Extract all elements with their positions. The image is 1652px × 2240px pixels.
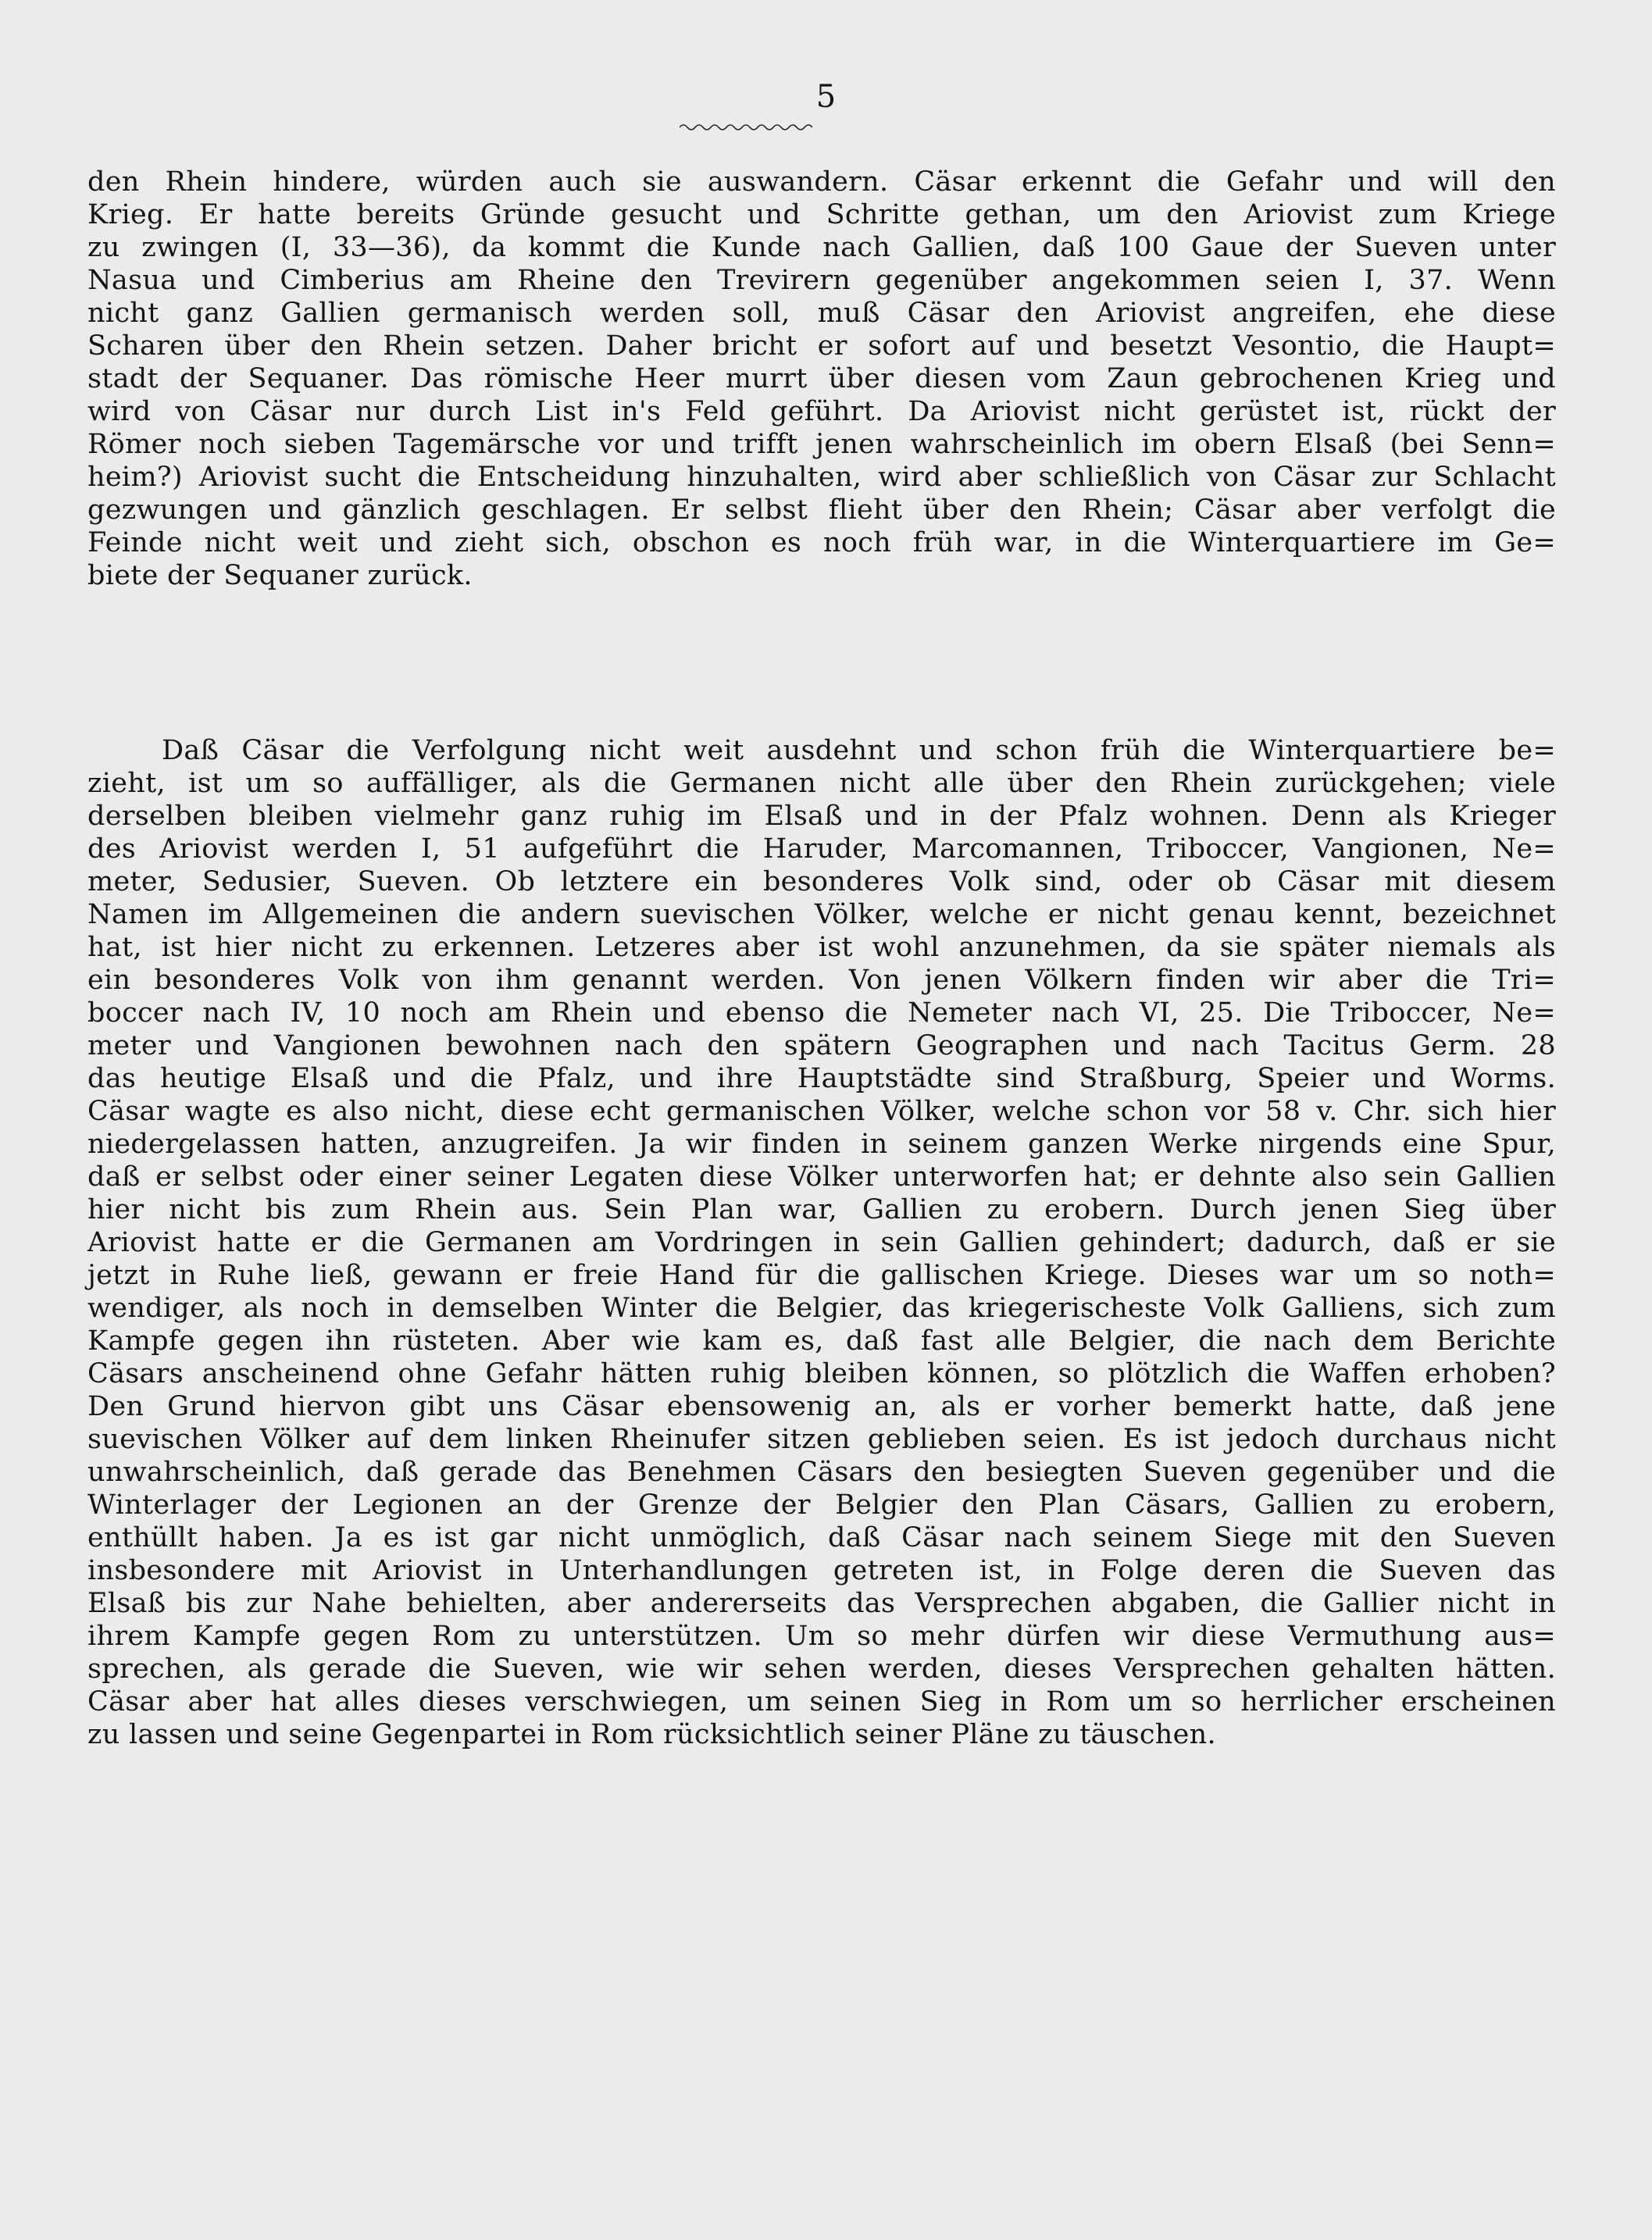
text-line: enthüllt haben. Ja es ist gar nicht unmöglich, daß Cäsar nach seinem Siege mit den Sueven <box>87 1522 1556 1553</box>
text-line: Kampfe gegen ihn rüsteten. Aber wie kam es, daß fast alle Belgier, die nach dem Berichte <box>87 1325 1556 1357</box>
paragraph-1 <box>87 166 1556 592</box>
text-line: Ariovist hatte er die Germanen am Vordringen in sein Gallien gehindert; dadurch, daß er sie <box>87 1227 1556 1258</box>
text-line: Cäsar aber hat alles dieses verschwiegen, um seinen Sieg in Rom um so herrlicher erscheinen <box>87 1686 1556 1717</box>
text-line: Namen im Allgemeinen die andern suevischen Völker, welche er nicht genau kennt, bezeichnet <box>87 899 1556 930</box>
text-line: boccer nach IV, 10 noch am Rhein und ebenso die Nemeter nach VI, 25. Die Triboccer, Ne= <box>87 997 1556 1029</box>
page-number: 5 <box>815 79 837 115</box>
text-line: Krieg. Er hatte bereits Gründe gesucht und Schritte gethan, um den Ariovist zum Kriege <box>87 199 1556 230</box>
text-line: meter und Vangionen bewohnen nach den spätern Geographen und nach Tacitus Germ. 28 <box>87 1030 1556 1061</box>
text-line: Cäsar wagte es also nicht, diese echt germanischen Völker, welche schon vor 58 v. Chr. sich hier <box>87 1096 1556 1127</box>
text-line: meter, Sedusier, Sueven. Ob letztere ein besonderes Volk sind, oder ob Cäsar mit diesem <box>87 866 1556 897</box>
wavy-rule-ornament <box>680 122 812 133</box>
text-line: Den Grund hiervon gibt uns Cäsar ebensowenig an, als er vorher bemerkt hatte, daß jene <box>87 1391 1556 1422</box>
text-line: Elsaß bis zur Nahe behielten, aber andererseits das Versprechen abgaben, die Gallier nicht in <box>87 1588 1556 1619</box>
text-line: Cäsars anscheinend ohne Gefahr hätten ruhig bleiben können, so plötzlich die Waffen erhoben? <box>87 1358 1556 1389</box>
text-line: stadt der Sequaner. Das römische Heer murrt über diesen vom Zaun gebrochenen Krieg und <box>87 363 1556 394</box>
text-line: nicht ganz Gallien germanisch werden soll, muß Cäsar den Ariovist angreifen, ehe diese <box>87 298 1556 329</box>
text-line: hier nicht bis zum Rhein aus. Sein Plan war, Gallien zu erobern. Durch jenen Sieg über <box>87 1194 1556 1225</box>
text-line: heim?) Ariovist sucht die Entscheidung hinzuhalten, wird aber schließlich von Cäsar zur Schlacht <box>87 462 1556 493</box>
text-line: zu lassen und seine Gegenpartei in Rom rücksichtlich seiner Pläne zu täuschen. <box>87 1719 1216 1750</box>
text-line: sprechen, als gerade die Sueven, wie wir sehen werden, dieses Versprechen gehalten hätten. <box>87 1653 1556 1685</box>
text-line: jetzt in Ruhe ließ, gewann er freie Hand für die gallischen Kriege. Dieses war um so noth= <box>87 1260 1556 1291</box>
text-line: Daß Cäsar die Verfolgung nicht weit ausdehnt und schon früh die Winterquartiere be= <box>162 735 1556 766</box>
text-line: zieht, ist um so auffälliger, als die Germanen nicht alle über den Rhein zurückgehen; viele <box>87 768 1556 799</box>
text-line: unwahrscheinlich, daß gerade das Benehmen Cäsars den besiegten Sueven gegenüber und die <box>87 1457 1556 1488</box>
text-line: zu zwingen (I, 33—36), da kommt die Kunde nach Gallien, daß 100 Gaue der Sueven unter <box>87 232 1556 263</box>
text-line: insbesondere mit Ariovist in Unterhandlungen getreten ist, in Folge deren die Sueven das <box>87 1555 1556 1586</box>
text-line: derselben bleiben vielmehr ganz ruhig im Elsaß und in der Pfalz wohnen. Denn als Krieger <box>87 801 1556 832</box>
text-line: Nasua und Cimberius am Rheine den Trevirern gegenüber angekommen seien I, 37. Wenn <box>87 265 1556 296</box>
text-line: wendiger, als noch in demselben Winter die Belgier, das kriegerischeste Volk Galliens, sich zum <box>87 1293 1556 1324</box>
text-line: ein besonderes Volk von ihm genannt werden. Von jenen Völkern finden wir aber die Tri= <box>87 965 1556 996</box>
text-line: wird von Cäsar nur durch List in's Feld geführt. Da Ariovist nicht gerüstet ist, rückt der <box>87 396 1556 427</box>
text-line: hat, ist hier nicht zu erkennen. Letzeres aber ist wohl anzunehmen, da sie später niemals als <box>87 932 1556 963</box>
text-line: daß er selbst oder einer seiner Legaten diese Völker unterworfen hat; er dehnte also sein Gallien <box>87 1161 1556 1193</box>
text-line: Scharen über den Rhein setzen. Daher bricht er sofort auf und besetzt Vesontio, die Haupt= <box>87 330 1556 362</box>
text-line: gezwungen und gänzlich geschlagen. Er selbst flieht über den Rhein; Cäsar aber verfolgt die <box>87 494 1556 526</box>
text-line: des Ariovist werden I, 51 aufgeführt die Haruder, Marcomannen, Triboccer, Vangionen, Ne= <box>87 833 1556 865</box>
text-line: Römer noch sieben Tagemärsche vor und trifft jenen wahrscheinlich im obern Elsaß (bei Senn= <box>87 429 1556 460</box>
text-line: Winterlager der Legionen an der Grenze der Belgier den Plan Cäsars, Gallien zu erobern, <box>87 1489 1556 1521</box>
text-line: biete der Sequaner zurück. <box>87 560 473 591</box>
text-line: niedergelassen hatten, anzugreifen. Ja wir finden in seinem ganzen Werke nirgends eine Spur, <box>87 1129 1556 1160</box>
text-line: suevischen Völker auf dem linken Rheinufer sitzen geblieben seien. Es ist jedoch durchaus nicht <box>87 1424 1556 1455</box>
text-line: das heutige Elsaß und die Pfalz, und ihre Hauptstädte sind Straßburg, Speier und Worms. <box>87 1063 1556 1094</box>
paragraph-2 <box>87 734 1556 1751</box>
text-line: ihrem Kampfe gegen Rom zu unterstützen. Um so mehr dürfen wir diese Vermuthung aus= <box>87 1621 1556 1652</box>
text-line: den Rhein hindere, würden auch sie auswandern. Cäsar erkennt die Gefahr und will den <box>87 166 1556 198</box>
text-line: Feinde nicht weit und zieht sich, obschon es noch früh war, in die Winterquartiere im Ge= <box>87 527 1556 558</box>
